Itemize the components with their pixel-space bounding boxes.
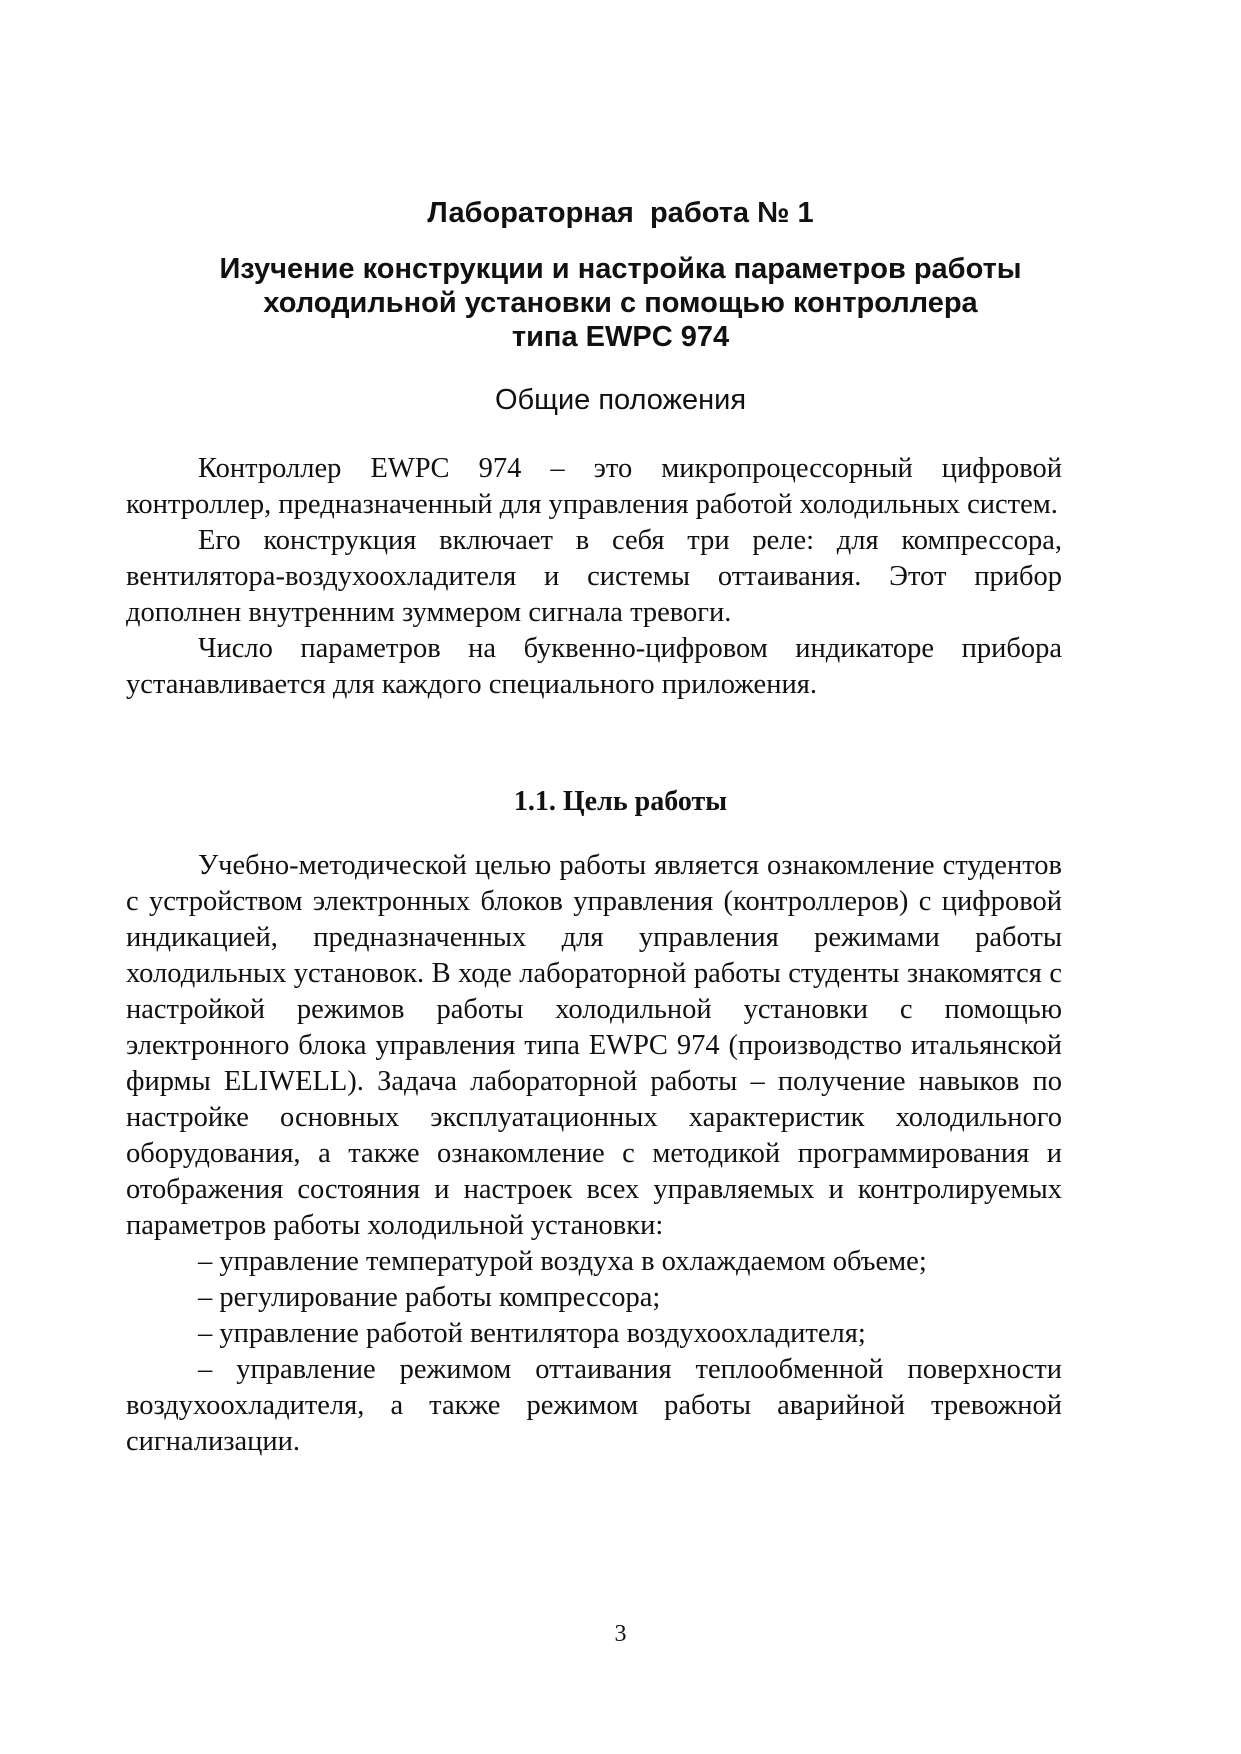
- list-item: – регулирование работы компрессора;: [198, 1282, 661, 1313]
- list-item: – управление работой вентилятора воздухоохладителя;: [198, 1318, 866, 1349]
- lab-title: Лабораторная работа № 1: [427, 197, 814, 229]
- list-item: – управление режимом оттаивания теплообменной поверхности воздухоохладителя, а также режимом работы аварийной тревожной сигнализации.: [126, 1354, 1062, 1457]
- general-provisions-text: [126, 451, 1062, 703]
- page-number: 3: [614, 1621, 627, 1647]
- goal-text: [126, 848, 1062, 1460]
- lab-subtitle-line-3: типа EWPC 974: [511, 321, 730, 353]
- paragraph: Учебно-методической целью работы является ознакомление студентов с устройством электронных блоков управления (контроллеров) с цифровой индикацией, предназначенных для управления режимами работы холодильных установок. В ходе лабораторной работы студенты знакомятся с настройкой режимов работы холодильной установки с помощью электронного блока управления типа EWPC 974 (производство итальянской фирмы ELIWELL). Задача лабораторной работы – получение навыков по настройке основных эксплуатационных характеристик холодильного оборудования, а также ознакомление с методикой программирования и отображения состояния и настроек всех управляемых и контролируемых параметров работы холодильной установки:: [126, 850, 1062, 1241]
- list-item: – управление температурой воздуха в охлаждаемом объеме;: [198, 1246, 927, 1277]
- general-provisions-heading: Общие положения: [494, 384, 747, 416]
- lab-subtitle-line-1: Изучение конструкции и настройка параметров работы: [219, 253, 1022, 285]
- paragraph: Его конструкция включает в себя три реле: для компрессора, вентилятора-воздухоохладителя и системы оттаивания. Этот прибор дополнен внутренним зуммером сигнала тревоги.: [126, 525, 1062, 628]
- paragraph: Число параметров на буквенно-цифровом индикаторе прибора устанавливается для каждого специального приложения.: [126, 633, 1062, 700]
- lab-subtitle-line-2: холодильной установки с помощью контроллера: [263, 287, 978, 319]
- section-heading-goal: 1.1. Цель работы: [513, 786, 728, 817]
- paragraph: Контроллер EWPC 974 – это микропроцессорный цифровой контроллер, предназначенный для управления работой холодильных систем.: [126, 453, 1062, 520]
